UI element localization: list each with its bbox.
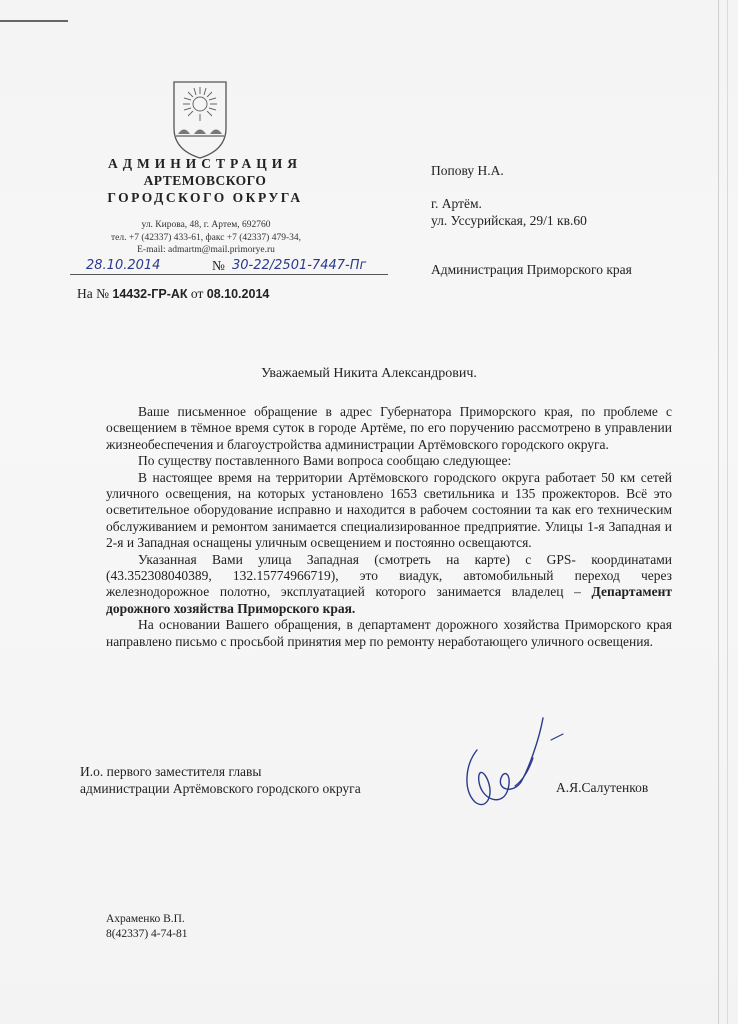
reference-line	[77, 286, 269, 302]
org-line-2: АРТЕМОВСКОГО	[143, 173, 267, 188]
executor-name: Ахраменко В.П.	[106, 913, 185, 925]
paragraph-4-text: Указанная Вами улица Западная (смотреть на карте) с GPS- координатами (43.352308040389, 132.15774966719), это виадук, автомобильный переход через железнодорожное полотно, эксплуатацией которого занимается владелец –	[106, 551, 672, 600]
paragraph-4	[106, 552, 672, 618]
paragraph-4-bold: Департамент дорожного хозяйства Приморского края.	[106, 584, 672, 616]
paragraph-2: По существу поставленного Вами вопроса сообщаю следующее:	[138, 453, 512, 469]
registration-underline	[70, 274, 388, 275]
reference-prefix: На №	[77, 286, 109, 301]
org-email: E-mail: admartm@mail.primorye.ru	[137, 245, 275, 255]
page-edge-line	[718, 0, 719, 1024]
handwritten-signature	[455, 710, 585, 820]
signatory-position-line-1: И.о. первого заместителя главы	[80, 764, 262, 779]
greeting: Уважаемый Никита Александрович.	[261, 366, 477, 381]
outgoing-number-sign: №	[212, 258, 225, 273]
organization-name	[80, 155, 330, 206]
executor-phone: 8(42337) 4-74-81	[106, 928, 188, 940]
letter-body	[106, 404, 672, 650]
org-line-3: ГОРОДСКОГО ОКРУГА	[107, 190, 303, 205]
contact-block	[92, 219, 320, 257]
page-fold-line	[0, 20, 68, 22]
addressee-street: ул. Уссурийская, 29/1 кв.60	[431, 213, 587, 228]
addressee-city: г. Артём.	[431, 196, 482, 211]
reference-number: 14432-ГР-АК	[112, 287, 188, 301]
addressee-name: Попову Н.А.	[431, 163, 504, 178]
signatory-name: А.Я.Салутенков	[556, 780, 649, 795]
signatory-position	[80, 763, 361, 797]
org-line-1: АДМИНИСТРАЦИЯ	[107, 156, 303, 171]
outgoing-date: 28.10.2014	[86, 258, 161, 273]
reference-from: от	[190, 286, 204, 301]
signatory-position-line-2: администрации Артёмовского городского округа	[80, 781, 361, 796]
paragraph-1: Ваше письменное обращение в адрес Губернатора Приморского края, по проблеме с освещением в тёмное время суток в городе Артёме, по его поручению рассмотрено в управлении жизнеобеспечения и благоустройства администрации Артёмовского городского округа.	[106, 404, 672, 452]
org-address: ул. Кирова, 48, г. Артем, 692760	[141, 220, 271, 230]
addressee-copy: Администрация Приморского края	[431, 262, 632, 277]
coat-of-arms-emblem	[168, 78, 232, 160]
reference-date: 08.10.2014	[206, 287, 270, 301]
paragraph-3: В настоящее время на территории Артёмовского городского округа работает 50 км сетей уличного освещения, на которых установлено 1653 светильника и 135 прожекторов. Всё это осветительное оборудование исправно и находится в рабочем состоянии та как его техническим обслуживанием и ремонтом занимается специализированное предприятие. Улицы 1-я Западная и 2-я и Западная оснащены уличным освещением и постоянно освещаются.	[106, 469, 672, 551]
executor-block	[106, 912, 187, 942]
org-phone: тел. +7 (42337) 433-61, факс +7 (42337) 479-34,	[110, 232, 302, 243]
paragraph-5: На основании Вашего обращения, в департамент дорожного хозяйства Приморского края направлено письмо с просьбой принятия мер по ремонту неработающего уличного освещения.	[106, 617, 672, 649]
page-edge-line-2	[727, 0, 728, 1024]
outgoing-number: 30-22/2501-7447-Пг	[232, 258, 367, 273]
